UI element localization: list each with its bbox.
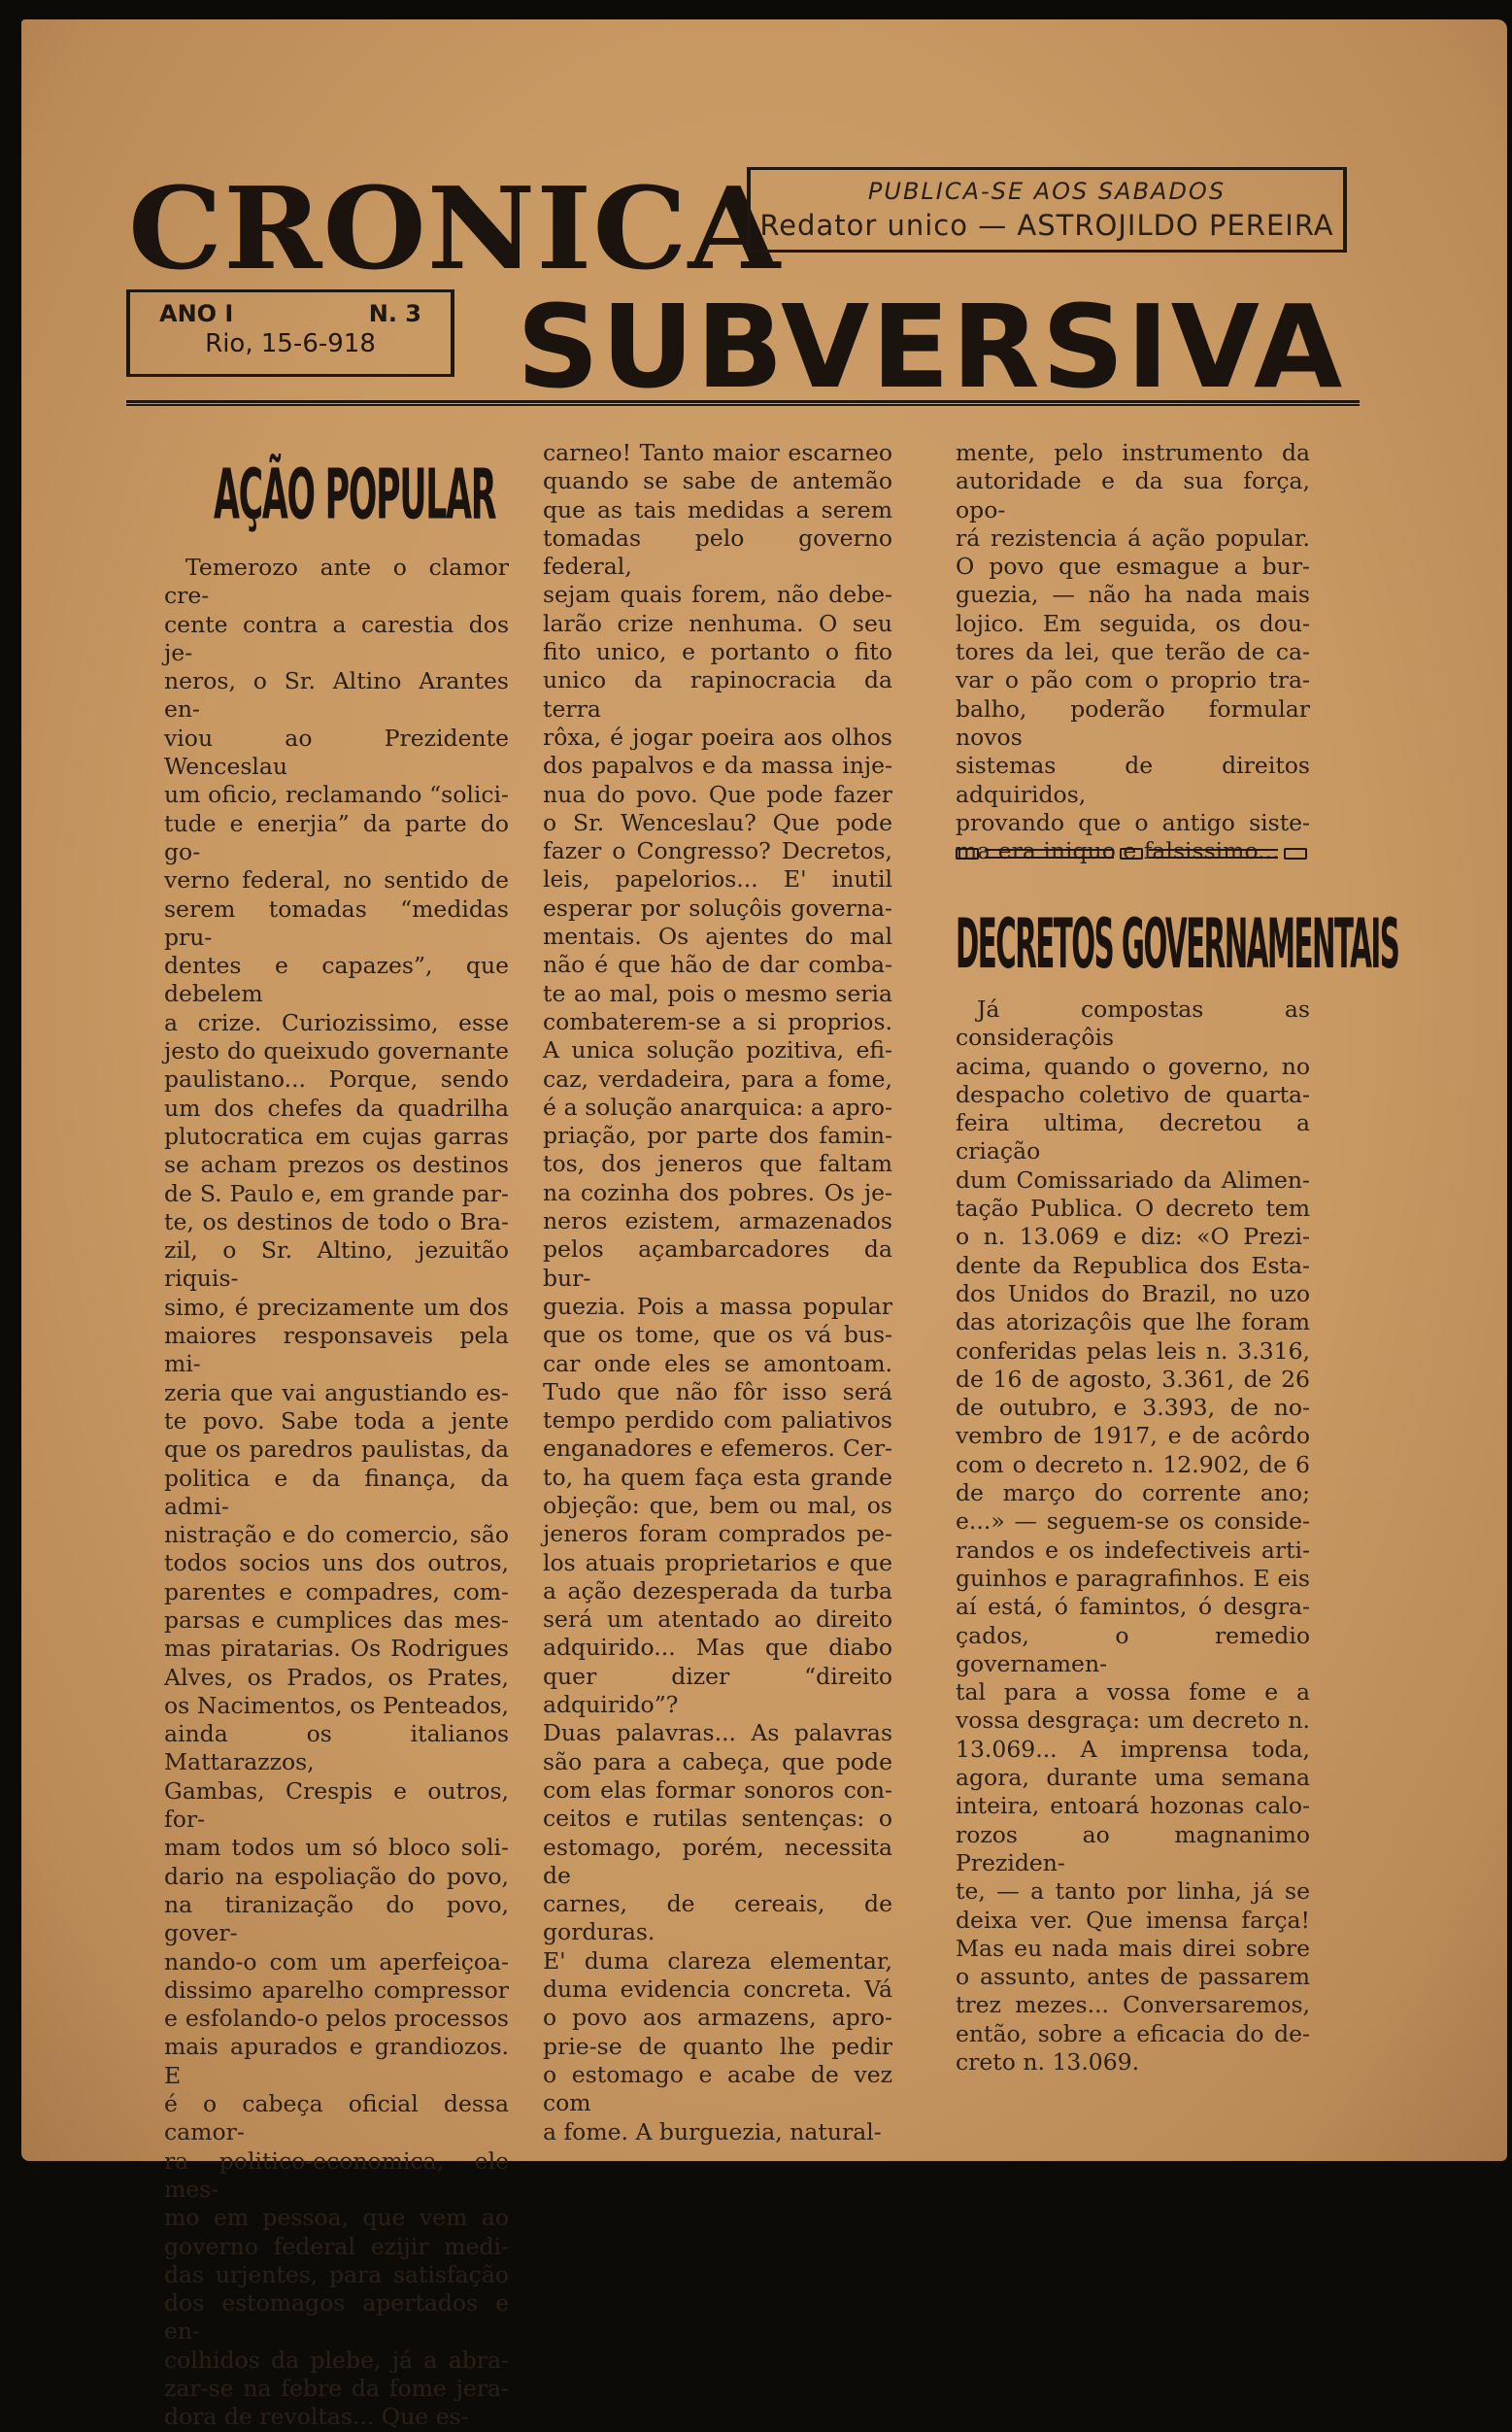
text-line: não é que hão de dar comba- <box>543 951 892 979</box>
text-line: viou ao Prezidente Wenceslau <box>164 724 509 781</box>
text-line: cente contra a carestia dos je- <box>164 610 509 666</box>
text-line: com elas formar sonoros con- <box>543 1775 892 1804</box>
text-line: tempo perdido com paliativos <box>543 1406 892 1435</box>
article1-column2 <box>543 439 892 2146</box>
text-line: Alves, os Prados, os Prates, <box>164 1663 509 1691</box>
text-line: ainda os italianos Mattarazzos, <box>164 1720 509 1776</box>
text-line: te povo. Sabe toda a jente <box>164 1406 509 1435</box>
text-line: quando se sabe de antemão <box>543 467 892 495</box>
issue-year-number <box>130 292 451 327</box>
text-line: nistração e do comercio, são <box>164 1521 509 1549</box>
text-line: Temerozo ante o clamor cre- <box>164 554 509 610</box>
text-line: de outubro, e 3.393, de no- <box>956 1394 1310 1422</box>
text-line: zeria que vai angustiando es- <box>164 1378 509 1406</box>
text-line: de S. Paulo e, em grande par- <box>164 1179 509 1207</box>
issue-info-box <box>126 289 454 377</box>
text-line: unico da rapinocracia da terra <box>543 666 892 723</box>
text-line: leis, papelorios... E' inutil <box>543 865 892 894</box>
masthead-title-cronica: CRONICA <box>128 161 782 295</box>
text-line: pelos açambarcadores da bur- <box>543 1235 892 1292</box>
text-line: na tiranização do povo, gover- <box>164 1890 509 1947</box>
text-line: o estomago e acabe de vez com <box>543 2060 892 2117</box>
text-line: tação Publica. O decreto tem <box>956 1195 1310 1223</box>
text-line: jesto do queixudo governante <box>164 1037 509 1065</box>
text-line: dum Comissariado da Alimen- <box>956 1165 1310 1194</box>
text-line: autoridade e da sua força, opo- <box>956 467 1310 524</box>
text-line: Mas eu nada mais direi sobre <box>956 1934 1310 1962</box>
text-line: Gambas, Crespis e outros, for- <box>164 1776 509 1834</box>
text-line: guezia. Pois a massa popular <box>543 1292 892 1320</box>
text-line: colhidos da plebe, já a abra- <box>164 2346 509 2374</box>
text-line: A unica solução pozitiva, efi- <box>543 1036 892 1064</box>
text-line: dos estomagos apertados e en- <box>164 2289 509 2346</box>
text-line: o Sr. Wenceslau? Que pode <box>543 808 892 836</box>
text-line: com o decreto n. 12.902, de 6 <box>956 1450 1310 1478</box>
text-line: 13.069... A imprensa toda, <box>956 1735 1310 1763</box>
text-line: E' duma clareza elementar, <box>543 1946 892 1975</box>
text-line: randos e os indefectiveis arti- <box>956 1536 1310 1564</box>
text-line: politica e da finança, da admi- <box>164 1464 509 1520</box>
text-line: nua do povo. Que pode fazer <box>543 780 892 808</box>
text-line: vossa desgraça: um decreto n. <box>956 1706 1310 1735</box>
text-line: serem tomadas “medidas pru- <box>164 895 509 951</box>
divider-bar-left <box>985 849 1114 859</box>
text-line: neros, o Sr. Altino Arantes en- <box>164 667 509 724</box>
text-line: caz, verdadeira, para a fome, <box>543 1064 892 1093</box>
text-line: prie-se de quanto lhe pedir <box>543 2032 892 2060</box>
text-line: zar-se na febre da fome jera- <box>164 2375 509 2402</box>
text-line: duma evidencia concreta. Vá <box>543 1976 892 2004</box>
text-line: larão crize nenhuma. O seu <box>543 609 892 637</box>
text-line: O povo que esmague a bur- <box>956 553 1310 581</box>
text-line: te, — a tanto por linha, já se <box>956 1877 1310 1906</box>
text-line: Tudo que não fôr isso será <box>543 1377 892 1405</box>
newspaper-page <box>21 19 1507 2431</box>
text-line: ra politico-economica, ele mes- <box>164 2146 509 2203</box>
editor-line: Redator unico — ASTROJILDO PEREIRA <box>759 209 1334 242</box>
text-line: priação, por parte dos famin- <box>543 1122 892 1150</box>
text-line: mam todos um só bloco soli- <box>164 1834 509 1862</box>
text-line: dente da Republica dos Esta- <box>956 1251 1310 1279</box>
text-line: das atorizaçôis que lhe foram <box>956 1308 1310 1336</box>
divider-cap-center <box>1120 848 1143 860</box>
text-line: mas piratarias. Os Rodrigues <box>164 1635 509 1663</box>
text-line: será um atentado ao direito <box>543 1605 892 1634</box>
issue-date: Rio, 15-6-918 <box>205 329 376 358</box>
article1-column3 <box>956 439 1310 865</box>
text-line: na cozinha dos pobres. Os je- <box>543 1178 892 1206</box>
text-line: nando-o com um aperfeiçoa- <box>164 1947 509 1976</box>
text-line: é o cabeça oficial dessa camor- <box>164 2090 509 2146</box>
text-line: fazer o Congresso? Decretos, <box>543 837 892 865</box>
text-line: te, os destinos de todo o Bra- <box>164 1207 509 1235</box>
text-line: var o pão com o proprio tra- <box>956 666 1310 694</box>
text-line: esperar por soluçôis governa- <box>543 894 892 922</box>
text-line: maiores responsaveis pela mi- <box>164 1322 509 1378</box>
text-line: rôxa, é jogar poeira aos olhos <box>543 723 892 751</box>
divider-cap-left <box>956 848 979 860</box>
text-line: objeção: que, bem ou mal, os <box>543 1491 892 1519</box>
text-line: de 16 de agosto, 3.361, de 26 <box>956 1365 1310 1393</box>
text-line: simo, é precizamente um dos <box>164 1293 509 1321</box>
text-line: balho, poderão formular novos <box>956 694 1310 751</box>
text-line: se acham prezos os destinos <box>164 1151 509 1179</box>
text-line: dos Unidos do Brazil, no uzo <box>956 1279 1310 1307</box>
headline-acao-popular: AÇÃO POPULAR <box>214 455 496 536</box>
text-line: ceitos e rutilas sentenças: o <box>543 1805 892 1833</box>
text-line: são para a cabeça, que pode <box>543 1747 892 1775</box>
text-line: car onde eles se amontoam. <box>543 1349 892 1377</box>
text-line: um dos chefes da quadrilha <box>164 1094 509 1122</box>
text-line: lojico. Em seguida, os dou- <box>956 609 1310 637</box>
text-line: sejam quais forem, não debe- <box>543 581 892 609</box>
text-line: creto n. 13.069. <box>956 2047 1140 2076</box>
publication-info-box <box>747 167 1347 253</box>
text-line: conferidas pelas leis n. 3.316, <box>956 1336 1310 1365</box>
section-divider <box>956 847 1307 861</box>
text-line: te ao mal, pois o mesmo seria <box>543 979 892 1007</box>
text-line: Duas palavras... As palavras <box>543 1719 892 1747</box>
article2-column <box>956 996 1310 2077</box>
text-line: tos, dos jeneros que faltam <box>543 1150 892 1178</box>
text-line: dora de revoltas... Que es- <box>164 2403 469 2431</box>
text-line: combaterem-se a si proprios. <box>543 1007 892 1035</box>
text-line: um oficio, reclamando “solici- <box>164 781 509 809</box>
text-line: o n. 13.069 e diz: «O Prezi- <box>956 1223 1310 1251</box>
text-line: então, sobre a eficacia do de- <box>956 2019 1310 2047</box>
text-line: provando que o antigo siste- <box>956 808 1310 836</box>
text-line: quer dizer “direito adquirido”? <box>543 1662 892 1719</box>
text-line: fito unico, e portanto o fito <box>543 638 892 666</box>
text-line: agora, durante uma semana <box>956 1764 1310 1792</box>
divider-bar-right <box>1149 849 1278 859</box>
text-line: a ação dezesperada da turba <box>543 1576 892 1604</box>
article1-column1 <box>164 554 509 2432</box>
text-line: o povo aos armazens, apro- <box>543 2004 892 2032</box>
text-line: ma era iniquo e falsissimo... <box>956 837 1280 865</box>
text-line: vembro de 1917, e de acôrdo <box>956 1422 1310 1450</box>
text-line: dissimo aparelho compressor <box>164 1976 509 2004</box>
text-line: plutocratica em cujas garras <box>164 1122 509 1150</box>
text-line: paulistano... Porque, sendo <box>164 1065 509 1094</box>
text-line: to, ha quem faça esta grande <box>543 1463 892 1491</box>
text-line: o assunto, antes de passarem <box>956 1963 1310 1991</box>
text-line: parentes e compadres, com- <box>164 1577 509 1605</box>
text-line: é a solução anarquica: a apro- <box>543 1093 892 1121</box>
divider-cap-right <box>1284 848 1307 860</box>
text-line: zil, o Sr. Altino, jezuitão riquis- <box>164 1236 509 1293</box>
text-line: a fome. A burguezia, natural- <box>543 2117 882 2145</box>
text-line: tomadas pelo governo federal, <box>543 524 892 581</box>
text-line: tores da lei, que terão de ca- <box>956 638 1310 666</box>
text-line: rá rezistencia á ação popular. <box>956 524 1310 552</box>
text-line: dario na espoliação do povo, <box>164 1862 509 1890</box>
text-line: inteira, entoará hozonas calo- <box>956 1792 1310 1820</box>
text-line: sistemas de direitos adquiridos, <box>956 752 1310 808</box>
text-line: acima, quando o governo, no <box>956 1052 1310 1080</box>
masthead-title-subversiva: SUBVERSIVA <box>517 280 1345 414</box>
text-line: mais apurados e grandiozos. E <box>164 2033 509 2089</box>
text-line: jeneros foram comprados pe- <box>543 1520 892 1548</box>
text-line: carnes, de cereais, de gorduras. <box>543 1890 892 1946</box>
text-line: a crize. Curiozissimo, esse <box>164 1008 509 1036</box>
text-line: que os tome, que os vá bus- <box>543 1321 892 1349</box>
text-line: e...» — seguem-se os conside- <box>956 1507 1310 1536</box>
text-line: dos papalvos e da massa inje- <box>543 752 892 780</box>
text-line: despacho coletivo de quarta- <box>956 1080 1310 1108</box>
text-line: estomago, porém, necessita de <box>543 1833 892 1889</box>
text-line: governo federal ezijir medi- <box>164 2232 509 2260</box>
issue-number: N. 3 <box>368 300 421 327</box>
text-line: verno federal, no sentido de <box>164 866 509 895</box>
text-line: enganadores e efemeros. Cer- <box>543 1435 892 1463</box>
text-line: todos socios uns dos outros, <box>164 1549 509 1577</box>
text-line: adquirido... Mas que diabo <box>543 1634 892 1662</box>
text-line: e esfolando-o pelos processos <box>164 2005 509 2033</box>
text-line: que as tais medidas a serem <box>543 495 892 524</box>
text-line: mentais. Os ajentes do mal <box>543 923 892 951</box>
text-line: tude e enerjia” da parte do go- <box>164 809 509 865</box>
text-line: aí está, ó famintos, ó desgra- <box>956 1593 1310 1621</box>
text-line: guezia, — não ha nada mais <box>956 581 1310 609</box>
text-line: das urjentes, para satisfação <box>164 2260 509 2288</box>
issue-year: ANO I <box>159 300 234 327</box>
text-line: dentes e capazes”, que debelem <box>164 952 509 1008</box>
text-line: çados, o remedio governamen- <box>956 1621 1310 1677</box>
text-line: trez mezes... Conversaremos, <box>956 1991 1310 2019</box>
text-line: parsas e cumplices das mes- <box>164 1605 509 1634</box>
headline-decretos-governamentais: DECRETOS GOVERNAMENTAIS <box>956 903 1399 984</box>
text-line: mo em pessoa, que vem ao <box>164 2204 509 2232</box>
text-line: de março do corrente ano; <box>956 1479 1310 1507</box>
text-line: neros ezistem, armazenados <box>543 1207 892 1235</box>
text-line: carneo! Tanto maior escarneo <box>543 439 892 466</box>
masthead-rule <box>126 400 1360 406</box>
text-line: os Nacimentos, os Penteados, <box>164 1691 509 1719</box>
text-line: tal para a vossa fome e a <box>956 1678 1310 1706</box>
text-line: deixa ver. Que imensa farça! <box>956 1906 1310 1934</box>
text-line: mente, pelo instrumento da <box>956 439 1310 466</box>
text-line: rozos ao magnanimo Preziden- <box>956 1820 1310 1876</box>
text-line: feira ultima, decretou a criação <box>956 1109 1310 1165</box>
text-line: que os paredros paulistas, da <box>164 1436 509 1464</box>
text-line: guinhos e paragrafinhos. E eis <box>956 1564 1310 1592</box>
text-line: Já compostas as consideraçôis <box>956 996 1310 1052</box>
publication-schedule: PUBLICA-SE AOS SABADOS <box>867 178 1226 205</box>
text-line: los atuais proprietarios e que <box>543 1548 892 1576</box>
